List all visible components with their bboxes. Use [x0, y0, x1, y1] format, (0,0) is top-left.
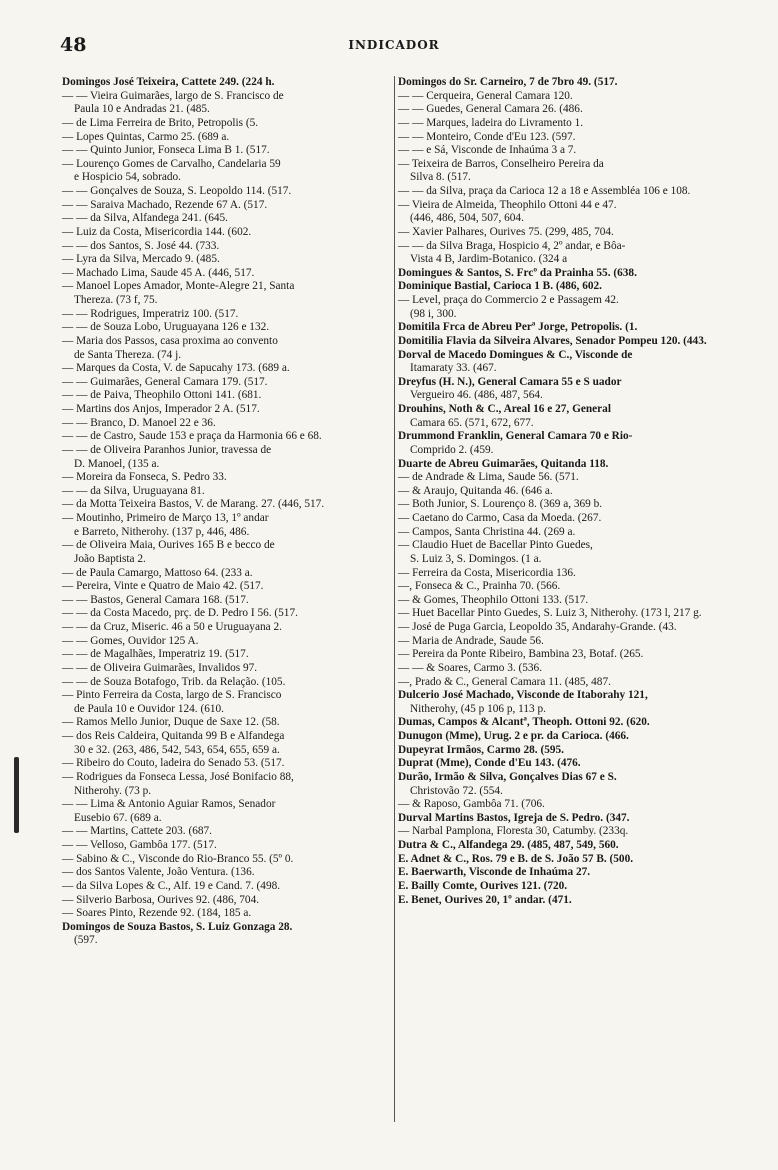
directory-entry: — Pinto Ferreira da Costa, largo de S. Francisco: [62, 689, 282, 702]
directory-entry: — José de Puga Garcia, Leopoldo 35, Andarahy-Grande. (43.: [398, 621, 677, 633]
directory-entry: — & Raposo, Gambôa 71. (706.: [398, 798, 545, 811]
directory-entry: — — Guimarães, General Camara 179. (517.: [62, 375, 268, 388]
directory-entry: e Barreto, Nitherohy. (137 p, 446, 486.: [74, 525, 250, 538]
directory-entry: Domingos José Teixeira, Cattete 249. (224 h.: [62, 76, 275, 88]
directory-entry: (597.: [74, 934, 98, 947]
directory-entry: — Soares Pinto, Rezende 92. (184, 185 a.: [62, 907, 252, 920]
directory-entry: — Pereira, Vinte e Quatro de Maio 42. (517.: [62, 580, 264, 593]
directory-entry: E. Benet, Ourives 20, 1º andar. (471.: [398, 893, 572, 906]
directory-entry: Thereza. (73 f, 75.: [74, 294, 158, 306]
directory-entry: — — Branco, D. Manoel 22 e 36.: [62, 416, 216, 429]
directory-entry: — — Lima & Antonio Aguiar Ramos, Senador: [62, 798, 276, 811]
directory-entry: Durão, Irmão & Silva, Gonçalves Dias 67 e S.: [398, 770, 617, 783]
directory-entry: Nitherohy. (73 p.: [74, 784, 152, 797]
directory-entry: — da Silva Lopes & C., Alf. 19 e Cand. 7. (498.: [62, 879, 281, 892]
directory-entry: — Level, praça do Commercio 2 e Passagem 42.: [398, 294, 619, 306]
directory-entry: 30 e 32. (263, 486, 542, 543, 654, 655, 659 a.: [74, 743, 280, 756]
directory-entry: — Martins dos Anjos, Imperador 2 A. (517.: [62, 403, 260, 415]
directory-entry: — & Araujo, Quitanda 46. (646 a.: [398, 484, 553, 497]
directory-entry: — — de Magalhães, Imperatriz 19. (517.: [62, 648, 249, 661]
directory-entry: Dupeyrat Irmãos, Carmo 28. (595.: [398, 743, 564, 756]
directory-entry: — — Rodrigues, Imperatriz 100. (517.: [62, 307, 239, 320]
directory-entry: Silva 8. (517.: [410, 171, 471, 184]
directory-entry: — Ribeiro do Couto, ladeira do Senado 53. (517.: [62, 757, 285, 770]
directory-entry: Domitila Frca de Abreu Perª Jorge, Petropolis. (1.: [398, 321, 638, 334]
directory-entry: Drouhins, Noth & C., Areal 16 e 27, General: [398, 403, 611, 415]
directory-entry: — de Lima Ferreira de Brito, Petropolis (5.: [62, 116, 259, 129]
directory-entry: — — Quinto Junior, Fonseca Lima B 1. (517.: [62, 144, 270, 157]
directory-entry: — Caetano do Carmo, Casa da Moeda. (267.: [398, 512, 602, 524]
directory-entry: — Silverio Barbosa, Ourives 92. (486, 704.: [62, 893, 260, 906]
directory-entry: — de Paula Camargo, Mattoso 64. (233 a.: [62, 566, 253, 579]
directory-entry: (98 i, 300.: [410, 307, 457, 320]
directory-entry: Nitherohy, (45 p 106 p, 113 p.: [410, 702, 546, 715]
directory-entry: Vergueiro 46. (486, 487, 564.: [410, 389, 543, 402]
directory-entry: — — Cerqueira, General Camara 120.: [398, 89, 573, 102]
directory-entry: Christovão 72. (554.: [410, 784, 503, 797]
directory-entry: — — da Silva, Alfandega 241. (645.: [62, 212, 228, 225]
directory-entry: — Ferreira da Costa, Misericordia 136.: [398, 566, 576, 579]
directory-entry: — Machado Lima, Saude 45 A. (446, 517.: [62, 266, 255, 279]
directory-entry: — da Motta Teixeira Bastos, V. de Marang. 27. (446, 517.: [62, 498, 325, 511]
directory-entry: Duarte de Abreu Guimarães, Quitanda 118.: [398, 457, 609, 470]
directory-entry: — — de Souza Lobo, Uruguayana 126 e 132.: [62, 321, 270, 334]
directory-entry: — Marques da Costa, V. de Sapucahy 173. (689 a.: [62, 362, 290, 375]
directory-entry: — & Gomes, Theophilo Ottoni 133. (517.: [398, 593, 589, 606]
column-divider: [394, 76, 395, 1122]
directory-entry: — — e Sá, Visconde de Inhaúma 3 a 7.: [398, 144, 577, 157]
directory-entry: — — Bastos, General Camara 168. (517.: [62, 593, 249, 606]
directory-entry: — Moutinho, Primeiro de Março 13, 1º andar: [62, 512, 269, 524]
left-column: [62, 76, 392, 948]
directory-entry: Camara 65. (571, 672, 677.: [410, 416, 534, 429]
directory-entry: — — da Silva, Uruguayana 81.: [62, 484, 205, 497]
directory-entry: Duprat (Mme), Conde d'Eu 143. (476.: [398, 757, 581, 770]
directory-entry: E. Adnet & C., Ros. 79 e B. de S. João 57 B. (500.: [398, 852, 634, 865]
directory-entry: — — Marques, ladeira do Livramento 1.: [398, 116, 584, 129]
directory-entry: — — Gomes, Ouvidor 125 A.: [62, 634, 199, 647]
directory-entry: — Claudio Huet de Bacellar Pinto Guedes,: [398, 539, 593, 552]
directory-entry: — — Vieira Guimarães, largo de S. Francisco de: [62, 89, 284, 102]
directory-entry: — — Gonçalves de Souza, S. Leopoldo 114. (517.: [62, 185, 292, 197]
directory-entry: Paula 10 e Andradas 21. (485.: [74, 103, 210, 116]
directory-entry: Dreyfus (H. N.), General Camara 55 e S uador: [398, 375, 622, 388]
directory-entry: Dumas, Campos & Alcantª, Theoph. Ottoni 92. (620.: [398, 716, 650, 729]
directory-entry: (446, 486, 504, 507, 604.: [410, 212, 524, 225]
directory-entry: — Rodrigues da Fonseca Lessa, José Bonifacio 88,: [62, 770, 294, 783]
directory-entry: João Baptista 2.: [74, 552, 146, 565]
page-header: [60, 34, 728, 58]
directory-entry: — Both Junior, S. Lourenço 8. (369 a, 369 b.: [398, 498, 603, 511]
directory-entry: Domingos do Sr. Carneiro, 7 de 7bro 49. (517.: [398, 76, 618, 88]
directory-entry: S. Luiz 3, S. Domingos. (1 a.: [410, 552, 542, 565]
directory-entry: — — da Costa Macedo, prç. de D. Pedro I 56. (517.: [62, 607, 298, 620]
directory-entry: — — Saraiva Machado, Rezende 67 A. (517.: [62, 198, 268, 211]
directory-entry: —, Fonseca & C., Prainha 70. (566.: [398, 580, 561, 593]
directory-entry: — — da Silva Braga, Hospicio 4, 2º andar, e Bôa-: [398, 239, 626, 252]
directory-entry: e Hospicio 54, sobrado.: [74, 171, 181, 184]
directory-entry: Dunugon (Mme), Urug. 2 e pr. da Carioca. (466.: [398, 730, 629, 742]
directory-entry: Comprido 2. (459.: [410, 443, 494, 456]
directory-entry: D. Manoel, (135 a.: [74, 457, 160, 470]
directory-entry: Domingos de Souza Bastos, S. Luiz Gonzaga 28.: [62, 920, 293, 933]
directory-entry: — Narbal Pamplona, Floresta 30, Catumby. (233q.: [398, 825, 629, 838]
directory-entry: — — Velloso, Gambôa 177. (517.: [62, 839, 217, 851]
directory-entry: — Ramos Mello Junior, Duque de Saxe 12. (58.: [62, 716, 280, 729]
directory-entry: — — da Silva, praça da Carioca 12 a 18 e Assembléa 106 e 108.: [398, 185, 691, 197]
directory-entry: — Vieira de Almeida, Theophilo Ottoni 44 e 47.: [398, 198, 617, 211]
directory-entry: Dulcerio José Machado, Visconde de Itaborahy 121,: [398, 689, 648, 702]
directory-entry: — — Guedes, General Camara 26. (486.: [398, 103, 583, 116]
directory-entry: Vista 4 B, Jardim-Botanico. (324 a: [410, 253, 568, 266]
directory-entry: — Huet Bacellar Pinto Guedes, S. Luiz 3, Nitherohy. (173 l, 217 g.: [398, 607, 702, 620]
right-column: [398, 76, 728, 907]
directory-entry: Drummond Franklin, General Camara 70 e Rio-: [398, 430, 633, 443]
page-number: 48: [60, 34, 87, 56]
directory-entry: —, Prado & C., General Camara 11. (485, 487.: [398, 675, 611, 688]
directory-entry: Dutra & C., Alfandega 29. (485, 487, 549, 560.: [398, 839, 619, 851]
directory-entry: — Pereira da Ponte Ribeiro, Bambina 23, Botaf. (265.: [398, 648, 644, 661]
directory-entry: — Campos, Santa Christina 44. (269 a.: [398, 525, 576, 538]
directory-entry: — — Monteiro, Conde d'Eu 123. (597.: [398, 130, 576, 143]
page-title: INDICADOR: [348, 38, 440, 52]
directory-entry: — Lopes Quintas, Carmo 25. (689 a.: [62, 130, 230, 143]
directory-entry: — Lyra da Silva, Mercado 9. (485.: [62, 253, 220, 266]
directory-entry: Itamaraty 33. (467.: [410, 362, 497, 375]
directory-entry: — — Martins, Cattete 203. (687.: [62, 825, 212, 838]
directory-entry: — de Andrade & Lima, Saude 56. (571.: [398, 471, 579, 484]
directory-entry: — — de Oliveira Guimarães, Invalidos 97.: [62, 661, 258, 674]
directory-entry: — dos Reis Caldeira, Quitanda 99 B e Alfandega: [62, 730, 285, 742]
directory-entry: — — dos Santos, S. José 44. (733.: [62, 239, 220, 252]
directory-entry: — de Oliveira Maia, Ourives 165 B e becco de: [62, 539, 275, 552]
directory-entry: Eusebio 67. (689 a.: [74, 811, 162, 824]
directory-entry: — — de Oliveira Paranhos Junior, travessa de: [62, 443, 272, 456]
directory-entry: — Xavier Palhares, Ourives 75. (299, 485, 704.: [398, 225, 614, 238]
directory-entry: — — de Paiva, Theophilo Ottoni 141. (681.: [62, 389, 262, 402]
directory-entry: — — & Soares, Carmo 3. (536.: [398, 661, 543, 674]
directory-entry: E. Baerwarth, Visconde de Inhaúma 27.: [398, 866, 591, 879]
directory-entry: — Sabino & C., Visconde do Rio-Branco 55. (5º 0.: [62, 852, 294, 865]
directory-entry: de Paula 10 e Ouvidor 124. (610.: [74, 702, 224, 715]
directory-entry: — Manoel Lopes Amador, Monte-Alegre 21, Santa: [62, 280, 295, 293]
directory-entry: de Santa Thereza. (74 j.: [74, 348, 182, 361]
directory-entry: — Teixeira de Barros, Conselheiro Pereira da: [398, 157, 604, 170]
directory-entry: — Moreira da Fonseca, S. Pedro 33.: [62, 471, 227, 484]
directory-entry: — — de Castro, Saude 153 e praça da Harmonia 66 e 68.: [62, 430, 322, 443]
directory-entry: Domitilia Flavia da Silveira Alvares, Senador Pompeu 120. (443.: [398, 334, 707, 347]
directory-entry: — Maria de Andrade, Saude 56.: [398, 634, 544, 647]
directory-entry: — — de Souza Botafogo, Trib. da Relação. (105.: [62, 675, 286, 688]
directory-entry: Dominique Bastial, Carioca 1 B. (486, 602.: [398, 280, 602, 293]
directory-entry: Durval Martins Bastos, Igreja de S. Pedro. (347.: [398, 811, 630, 824]
directory-entry: — — da Cruz, Miseric. 46 a 50 e Uruguayana 2.: [62, 621, 282, 633]
directory-entry: — dos Santos Valente, João Ventura. (136.: [62, 866, 255, 879]
margin-mark: [14, 757, 19, 833]
directory-entry: — Luiz da Costa, Misericordia 144. (602.: [62, 225, 252, 238]
directory-entry: Dorval de Macedo Domingues & C., Visconde de: [398, 348, 633, 361]
directory-entry: — Maria dos Passos, casa proxima ao convento: [62, 334, 278, 347]
directory-entry: E. Bailly Comte, Ourives 121. (720.: [398, 879, 568, 892]
directory-entry: — Lourenço Gomes de Carvalho, Candelaria 59: [62, 157, 281, 170]
directory-entry: Domingues & Santos, S. Frcº da Prainha 55. (638.: [398, 266, 637, 279]
